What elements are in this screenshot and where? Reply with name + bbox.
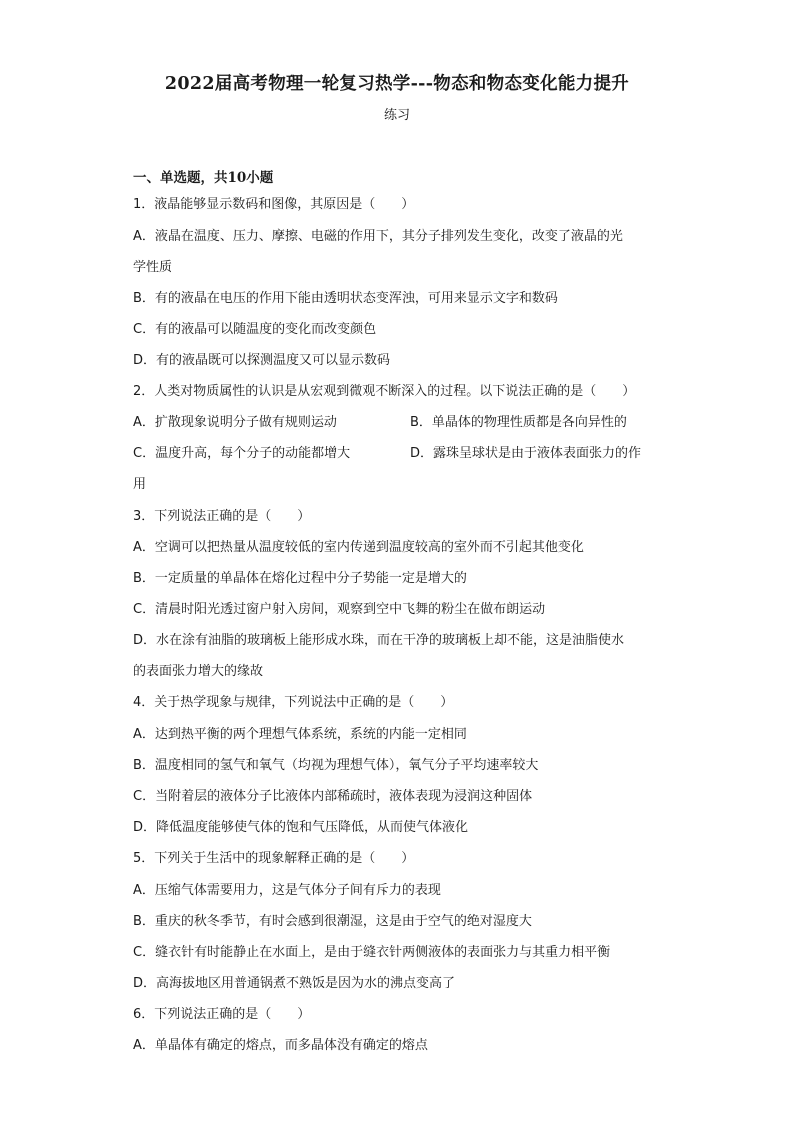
q1-stem: 1．液晶能够显示数码和图像，其原因是（ ） bbox=[133, 197, 415, 212]
q1-option-c: C．有的液晶可以随温度的变化而改变颜色 bbox=[133, 322, 377, 337]
section-heading: 一、单选题，共10小题 bbox=[133, 170, 274, 186]
q3-option-a: A．空调可以把热量从温度较低的室内传递到温度较高的室外而不引起其他变化 bbox=[133, 540, 584, 555]
q4-option-c: C．当附着层的液体分子比液体内部稀疏时，液体表现为浸润这种固体 bbox=[133, 789, 533, 804]
q3-option-d-cont: 的表面张力增大的缘故 bbox=[133, 664, 264, 679]
q2-option-d-cont: 用 bbox=[133, 477, 147, 492]
q4-option-b: B．温度相同的氢气和氧气（均视为理想气体），氧气分子平均速率较大 bbox=[133, 758, 539, 773]
q1-option-a-cont: 学性质 bbox=[133, 260, 173, 275]
q2-option-b: B．单晶体的物理性质都是各向异性的 bbox=[410, 415, 627, 430]
q4-option-d: D．降低温度能够使气体的饱和气压降低，从而使气体液化 bbox=[133, 820, 469, 835]
q1-option-a: A．液晶在温度、压力、摩擦、电磁的作用下，其分子排列发生变化，改变了液晶的光 bbox=[133, 229, 623, 244]
q5-option-a: A．压缩气体需要用力，这是气体分子间有斥力的表现 bbox=[133, 883, 441, 898]
q6-stem: 6．下列说法正确的是（ ） bbox=[133, 1007, 311, 1022]
q5-stem: 5．下列关于生活中的现象解释正确的是（ ） bbox=[133, 851, 415, 866]
q2-stem: 2．人类对物质属性的认识是从宏观到微观不断深入的过程。以下说法正确的是（ ） bbox=[133, 384, 636, 399]
q5-option-c: C．缝衣针有时能静止在水面上，是由于缝衣针两侧液体的表面张力与其重力相平衡 bbox=[133, 945, 611, 960]
q5-option-d: D．高海拔地区用普通锅煮不熟饭是因为水的沸点变高了 bbox=[133, 976, 456, 991]
q3-option-c: C．清晨时阳光透过窗户射入房间，观察到空中飞舞的粉尘在做布朗运动 bbox=[133, 602, 546, 617]
q4-option-a: A．达到热平衡的两个理想气体系统，系统的内能一定相同 bbox=[133, 727, 467, 742]
q1-option-b: B．有的液晶在电压的作用下能由透明状态变浑浊，可用来显示文字和数码 bbox=[133, 291, 558, 306]
q2-option-a: A．扩散现象说明分子做有规则运动 bbox=[133, 415, 337, 430]
q3-option-d: D．水在涂有油脂的玻璃板上能形成水珠，而在干净的玻璃板上却不能，这是油脂使水 bbox=[133, 633, 625, 648]
q1-option-d: D．有的液晶既可以探测温度又可以显示数码 bbox=[133, 353, 391, 368]
q2-option-d: D．露珠呈球状是由于液体表面张力的作 bbox=[410, 446, 642, 461]
q3-stem: 3．下列说法正确的是（ ） bbox=[133, 509, 311, 524]
q6-option-a: A．单晶体有确定的熔点，而多晶体没有确定的熔点 bbox=[133, 1038, 428, 1053]
q2-option-c: C．温度升高，每个分子的动能都增大 bbox=[133, 446, 351, 461]
document-subtitle: 练习 bbox=[383, 108, 410, 123]
document-title: 2022届高考物理一轮复习热学---物态和物态变化能力提升 bbox=[164, 74, 630, 94]
q5-option-b: B．重庆的秋冬季节，有时会感到很潮湿，这是由于空气的绝对湿度大 bbox=[133, 914, 532, 929]
q4-stem: 4．关于热学现象与规律，下列说法中正确的是（ ） bbox=[133, 695, 454, 710]
q3-option-b: B．一定质量的单晶体在熔化过程中分子势能一定是增大的 bbox=[133, 571, 467, 586]
